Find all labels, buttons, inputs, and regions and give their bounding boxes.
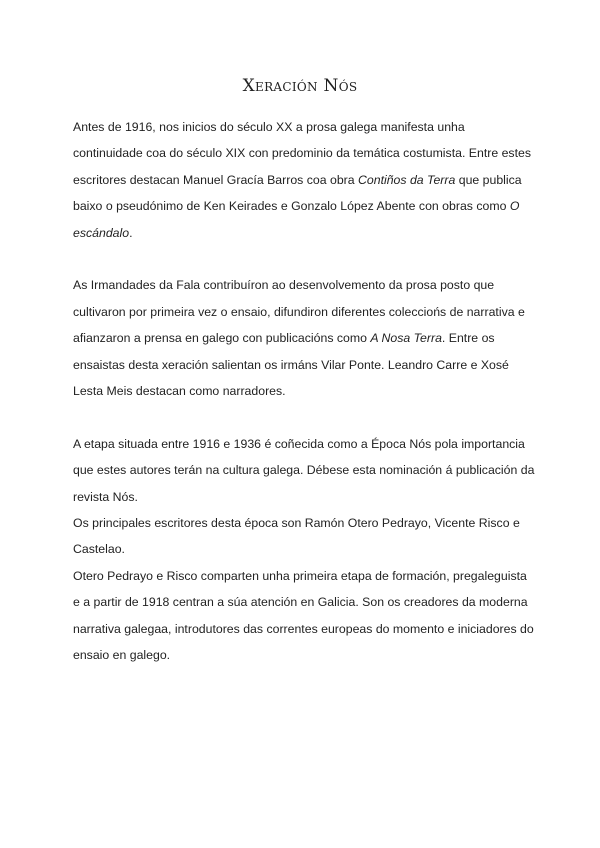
paragraph-otero-pedrayo-risco: Otero Pedrayo e Risco comparten unha primeira etapa de formación, pregaleguista e a partir de 1918 centran a súa atención en Galicia. Son os creadores da moderna narrativa galegaa, introdutores das correntes europeas do momento e iniciadores do ensaio en galego. bbox=[73, 568, 534, 663]
document-title: Xeración Nós bbox=[242, 76, 358, 96]
paragraph-1-text-2: que publica baixo o pseudónimo de Ken Keirades e Gonzalo López Abente con obras como bbox=[73, 172, 522, 214]
paragraph-principales-escritores: Os principales escritores desta época son Ramón Otero Pedrayo, Vicente Risco e Castelao. bbox=[73, 516, 520, 557]
document-body bbox=[73, 114, 535, 669]
paragraph-1-text-3: . bbox=[129, 225, 133, 240]
paragraph-spacer bbox=[73, 404, 535, 430]
paragraph-epoca-nos: A etapa situada entre 1916 e 1936 é coñecida como a Época Nós pola importancia que estes autores terán na cultura galega. Débese esta nominación á publicación da revista Nós. bbox=[73, 436, 535, 504]
paragraph-spacer bbox=[73, 246, 535, 272]
paragraph-1-work-title-escandalo: O escándalo bbox=[73, 199, 520, 240]
paragraph-1-text-1: Antes de 1916, nos inicios do século XX a prosa galega manifesta unha continuidade coa do século XIX con predominio da temática costumista. Entre estes escritores destacan Manuel Gracía Barros coa obra bbox=[73, 120, 531, 187]
paragraph-2-publication-title: A Nosa Terra bbox=[370, 331, 442, 346]
paragraph-irmandades-da-fala bbox=[73, 272, 535, 404]
paragraph-2-text-1: As Irmandades da Fala contribuíron ao desenvolvemento da prosa posto que cultivaron por primeira vez o ensaio, difundiron diferentes colecciońs de narrativa e afianzaron a prensa en galego con publicacións como bbox=[73, 278, 525, 346]
paragraph-prosa-antes-1916 bbox=[73, 114, 535, 246]
paragraph-2-text-2: . Entre os ensaistas desta xeración salientan os irmáns Vilar Ponte. Leandro Carre e Xosé Lesta Meis destacan como narradores. bbox=[73, 331, 509, 399]
paragraph-1-work-title-continos: Contiños da Terra bbox=[358, 172, 456, 187]
